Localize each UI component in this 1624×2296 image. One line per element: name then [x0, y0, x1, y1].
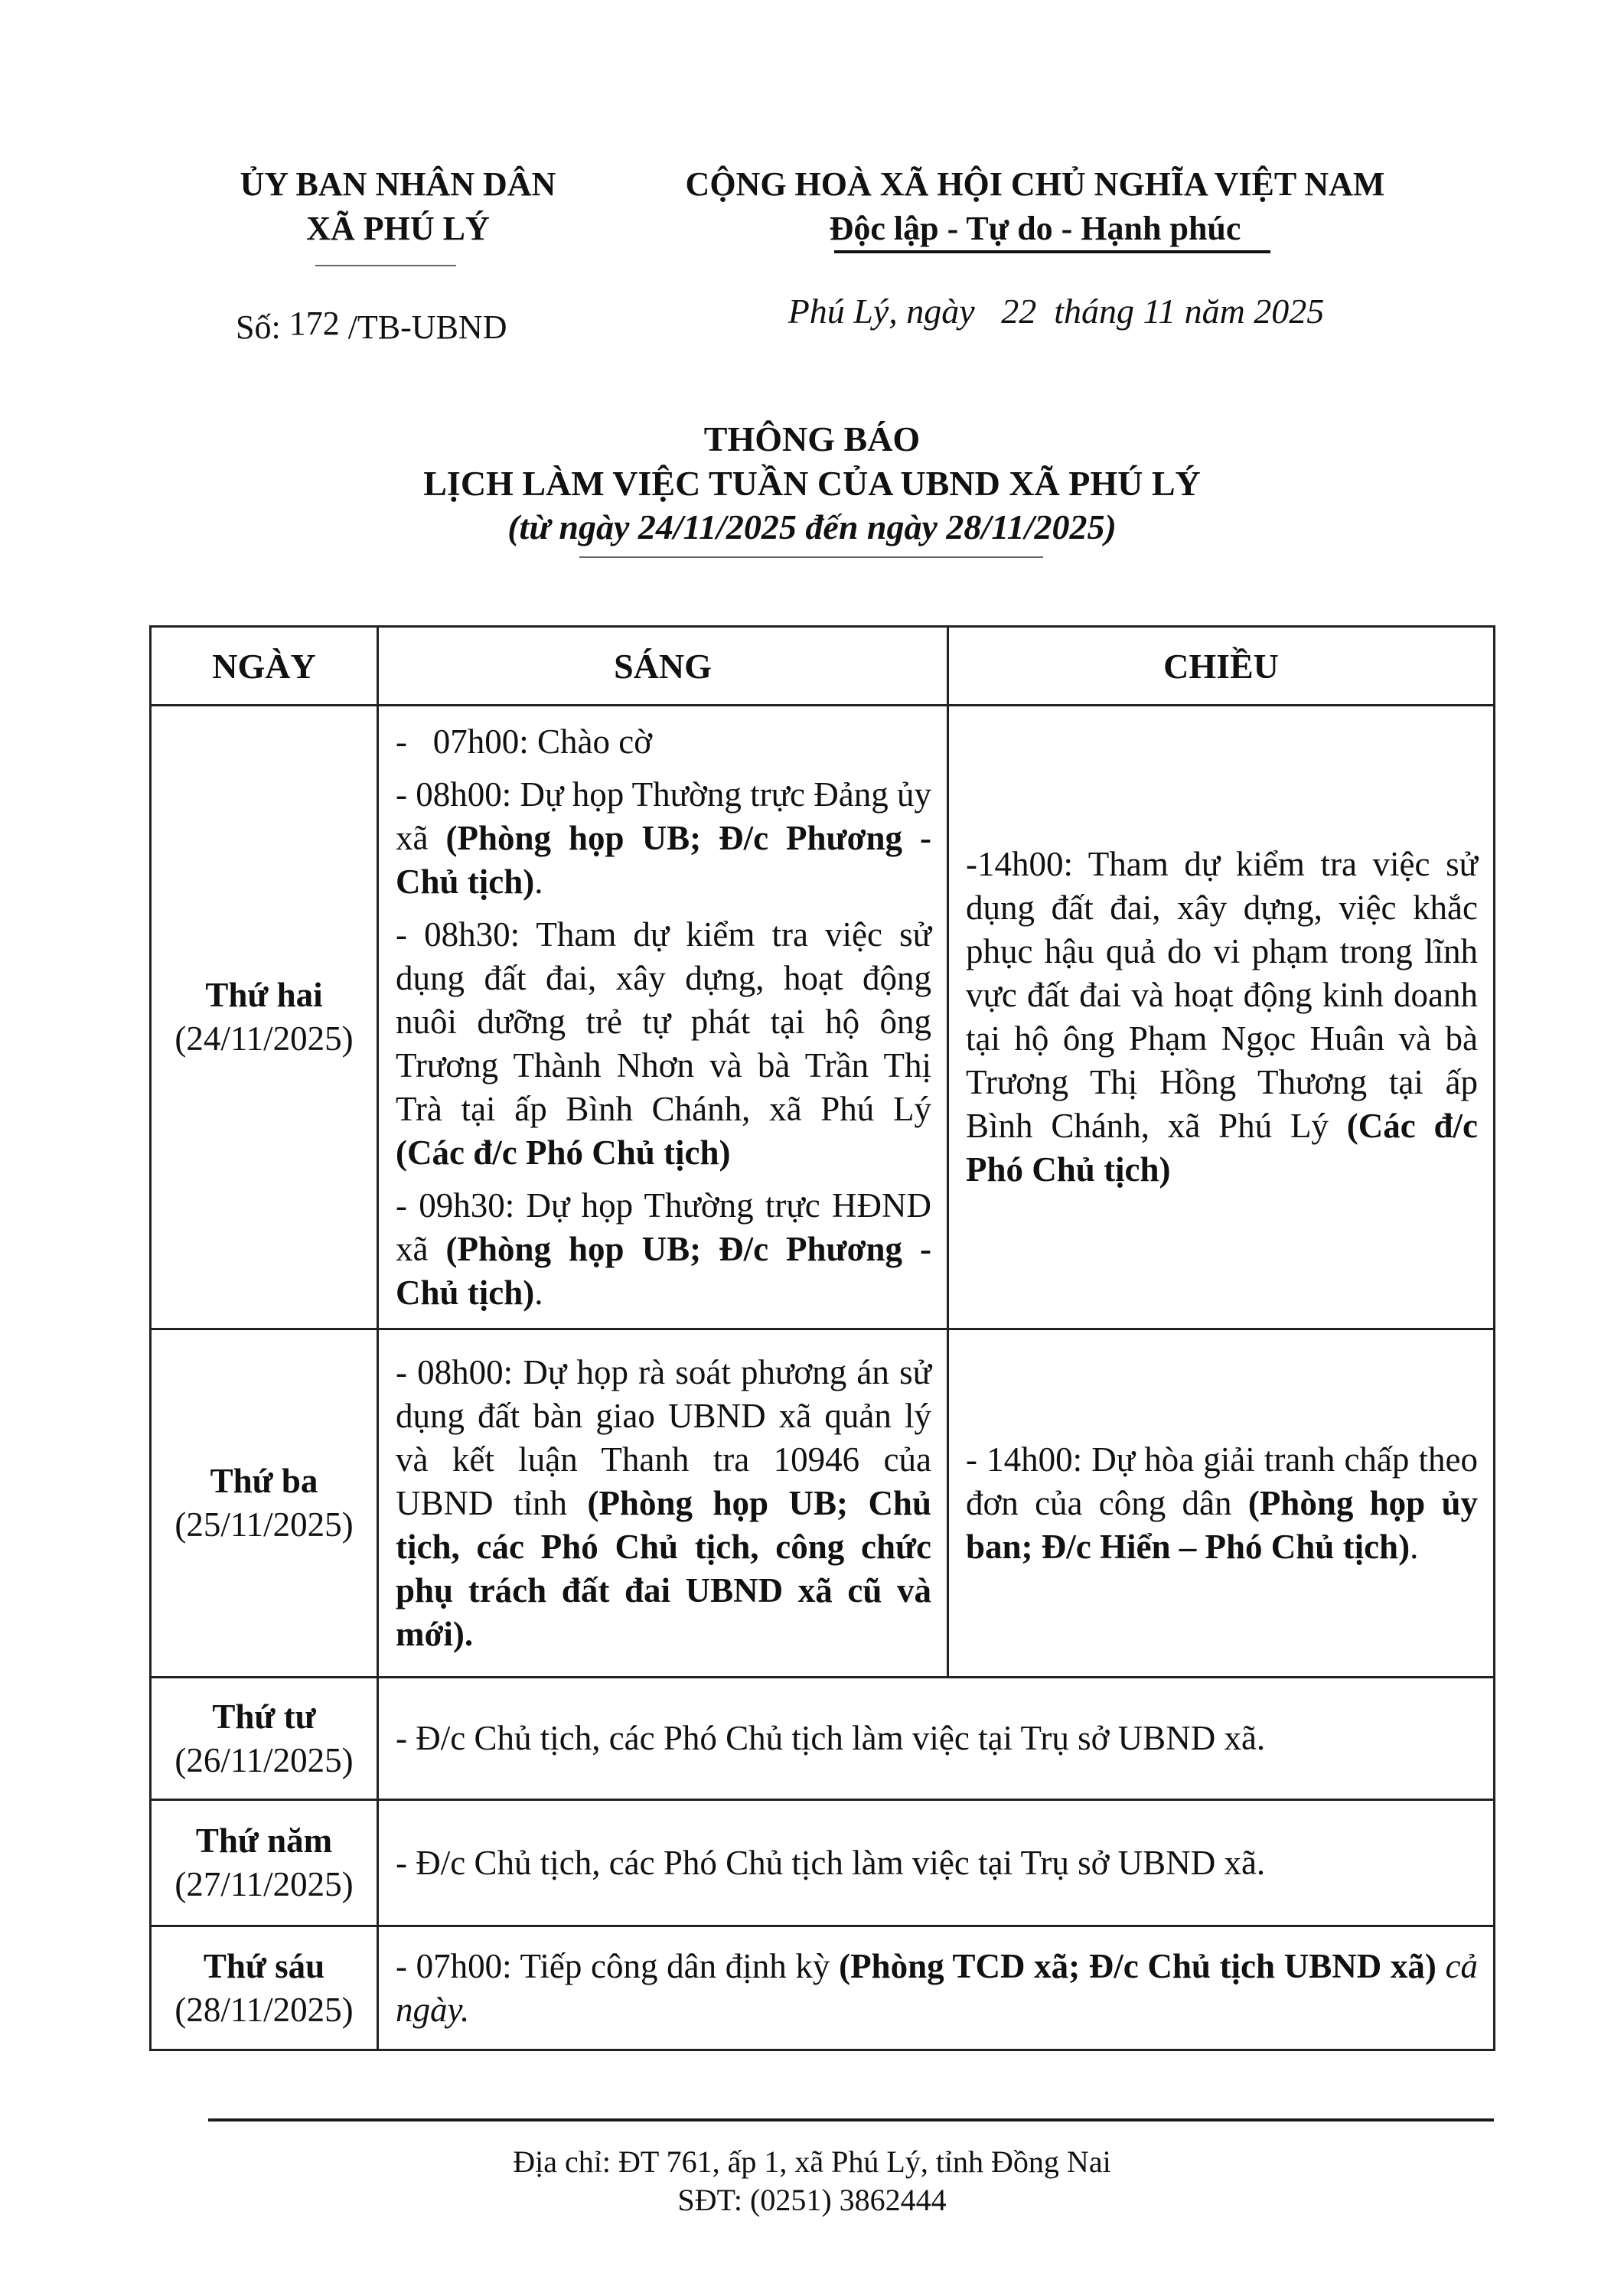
doc-number-label: Số:: [236, 308, 281, 346]
day-name: Thứ sáu: [203, 1946, 325, 1985]
notice-title: THÔNG BÁO: [703, 419, 921, 458]
full-day-cell: [378, 1800, 1495, 1926]
day-date: (26/11/2025): [174, 1740, 354, 1779]
national-motto: Độc lập - Tự do - Hạnh phúc: [829, 210, 1241, 247]
day-cell: [151, 1329, 378, 1678]
day-cell: [151, 1678, 378, 1800]
col-header-day: NGÀY: [151, 627, 378, 706]
org-name-line2: XÃ PHÚ LÝ: [306, 210, 490, 247]
day-name: Thứ hai: [205, 976, 323, 1014]
day-date: (28/11/2025): [174, 1990, 354, 2029]
weekly-schedule-table: [149, 625, 1495, 2051]
table-row: [151, 1926, 1495, 2050]
day-date: (27/11/2025): [174, 1865, 354, 1903]
day-name: Thứ năm: [195, 1821, 333, 1860]
schedule-item: - 07h00: Chào cờ: [396, 722, 652, 761]
title-underline: [579, 556, 1043, 558]
table-row: [151, 1678, 1495, 1800]
motto-underline: [834, 250, 1270, 253]
schedule-item: - Đ/c Chủ tịch, các Phó Chủ tịch làm việc tại Trụ sở UBND xã.: [396, 1719, 1266, 1757]
day-cell: [151, 1926, 378, 2050]
day-date: (24/11/2025): [174, 1019, 354, 1058]
doc-number-code: /TB-UBND: [347, 308, 507, 346]
morning-cell: [378, 1329, 948, 1678]
day-name: Thứ ba: [210, 1462, 318, 1500]
table-row: [151, 706, 1495, 1329]
day-date: (25/11/2025): [174, 1505, 354, 1544]
nation-title: CỘNG HOÀ XÃ HỘI CHỦ NGHĨA VIỆT NAM: [685, 165, 1385, 203]
day-cell: [151, 1800, 378, 1926]
col-header-afternoon: CHIỀU: [948, 627, 1495, 706]
schedule-item: -14h00: Tham dự kiểm tra việc sử dụng đất đai, xây dựng, việc khắc phục hậu quả do vi phạm trong lĩnh vực đất đai và hoạt động kinh doanh tại hộ ông Phạm Ngọc Huân và bà Trương Thị Hồng Thương tại ấp Bình Chánh, xã Phú Lý (Các đ/c Phó Chủ tịch): [966, 845, 1478, 1189]
day-cell: [151, 706, 378, 1329]
place-date: Phú Lý, ngày 22 tháng 11 năm 2025: [788, 292, 1325, 331]
doc-number-value: 172: [289, 305, 340, 342]
org-underline: [315, 265, 456, 266]
schedule-item: - 14h00: Dự hòa giải tranh chấp theo đơn của công dân (Phòng họp ủy ban; Đ/c Hiển – Phó Chủ tịch).: [966, 1440, 1478, 1566]
notice-date-range: (từ ngày 24/11/2025 đến ngày 28/11/2025): [507, 507, 1117, 546]
schedule-item: - 09h30: Dự họp Thường trực HĐND xã (Phòng họp UB; Đ/c Phương - Chủ tịch).: [396, 1186, 931, 1312]
col-header-morning: SÁNG: [378, 627, 948, 706]
schedule-item: - Đ/c Chủ tịch, các Phó Chủ tịch làm việc tại Trụ sở UBND xã.: [396, 1843, 1266, 1882]
doc-number: [236, 306, 507, 349]
schedule-item: - 07h00: Tiếp công dân định kỳ (Phòng TCD xã; Đ/c Chủ tịch UBND xã) cả ngày.: [396, 1946, 1478, 2029]
full-day-cell: [378, 1926, 1495, 2050]
table-header-row: [151, 627, 1495, 706]
notice-subject: LỊCH LÀM VIỆC TUẦN CỦA UBND XÃ PHÚ LÝ: [423, 464, 1201, 503]
morning-cell: [378, 706, 948, 1329]
org-name-line1: ỦY BAN NHÂN DÂN: [240, 165, 556, 203]
schedule-item: - 08h30: Tham dự kiểm tra việc sử dụng đất đai, xây dựng, hoạt động nuôi dưỡng trẻ tự phát tại hộ ông Trương Thành Nhơn và bà Trần Thị Trà tại ấp Bình Chánh, xã Phú Lý (Các đ/c Phó Chủ tịch): [396, 915, 931, 1172]
schedule-item: - 08h00: Dự họp Thường trực Đảng ủy xã (Phòng họp UB; Đ/c Phương - Chủ tịch).: [396, 775, 931, 901]
footer-divider: [208, 2118, 1494, 2122]
footer-phone: SĐT: (0251) 3862444: [677, 2183, 947, 2217]
day-name: Thứ tư: [212, 1697, 316, 1736]
full-day-cell: [378, 1678, 1495, 1800]
afternoon-cell: [948, 1329, 1495, 1678]
afternoon-cell: [948, 706, 1495, 1329]
schedule-item: - 08h00: Dự họp rà soát phương án sử dụng đất bàn giao UBND xã quản lý và kết luận Thanh tra 10946 của UBND tỉnh (Phòng họp UB; Chủ tịch, các Phó Chủ tịch, công chức phụ trách đất đai UBND xã cũ và mới).: [396, 1352, 931, 1653]
table-row: [151, 1329, 1495, 1678]
footer-address: Địa chỉ: ĐT 761, ấp 1, xã Phú Lý, tỉnh Đồng Nai: [513, 2144, 1111, 2179]
table-row: [151, 1800, 1495, 1926]
